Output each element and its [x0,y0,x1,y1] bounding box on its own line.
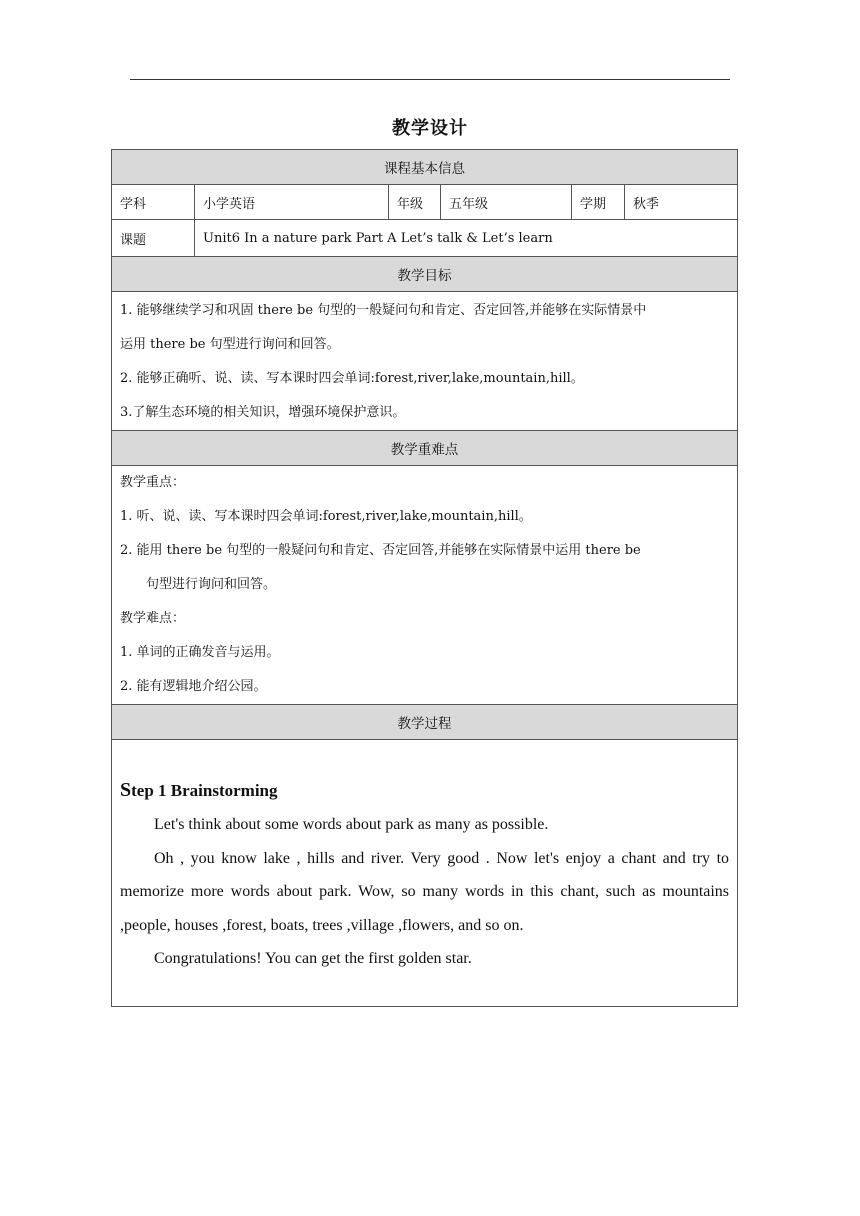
focus-item: 句型进行询问和回答。 [146,577,277,592]
difficulty-item: 2. 能有逻辑地介绍公园。 [120,679,267,694]
focus-label: 教学重点： [120,475,186,490]
grade-value: 五年级 [441,185,572,220]
section-process: 教学过程 [112,705,738,740]
objective-line: 运用 there be 句型进行询问和回答。 [120,337,340,352]
process-cell [112,740,738,1007]
focus-item: 1. 听、说、读、写本课时四会单词:forest,river,lake,mountain,hill。 [120,509,532,524]
key-points-cell [112,466,738,705]
process-paragraph: Oh , you know lake , hills and river. Very good . Now let's enjoy a chant and try to memorize more words about park. Wow, so many words in this chant, such as mountains ,people, houses ,forest, boats, trees ,village ,flowers, and so on. [120,849,730,934]
step-heading: Step 1 Brainstorming [120,779,278,802]
focus-item: 2. 能用 there be 句型的一般疑问句和肯定、否定回答,并能够在实际情景中运用 there be [120,543,641,558]
document-title: 教学设计 [392,118,468,139]
objectives-cell [112,292,738,431]
topic-label: 课题 [112,220,195,257]
difficulty-label: 教学难点： [120,611,186,626]
term-value: 秋季 [625,185,738,220]
objective-line: 3.了解生态环境的相关知识，增强环境保护意识。 [120,405,406,420]
subject-label: 学科 [112,185,195,220]
header-rule [130,79,730,80]
subject-value: 小学英语 [195,185,389,220]
grade-label: 年级 [389,185,441,220]
section-basic-info: 课程基本信息 [112,150,738,185]
lesson-plan-table [111,149,738,1007]
topic-value: Unit6 In a nature park Part A Let’s talk & Let’s learn [195,220,738,257]
objective-line: 1. 能够继续学习和巩固 there be 句型的一般疑问句和肯定、否定回答,并能够在实际情景中 [120,303,647,318]
section-objectives: 教学目标 [112,257,738,292]
difficulty-item: 1. 单词的正确发音与运用。 [120,645,280,660]
section-key-points: 教学重难点 [112,431,738,466]
objective-line: 2. 能够正确听、说、读、写本课时四会单词:forest,river,lake,mountain,hill。 [120,371,584,386]
term-label: 学期 [572,185,625,220]
process-paragraph: Congratulations! You can get the first golden star. [154,950,472,968]
process-paragraph: Let's think about some words about park as many as possible. [154,816,549,834]
